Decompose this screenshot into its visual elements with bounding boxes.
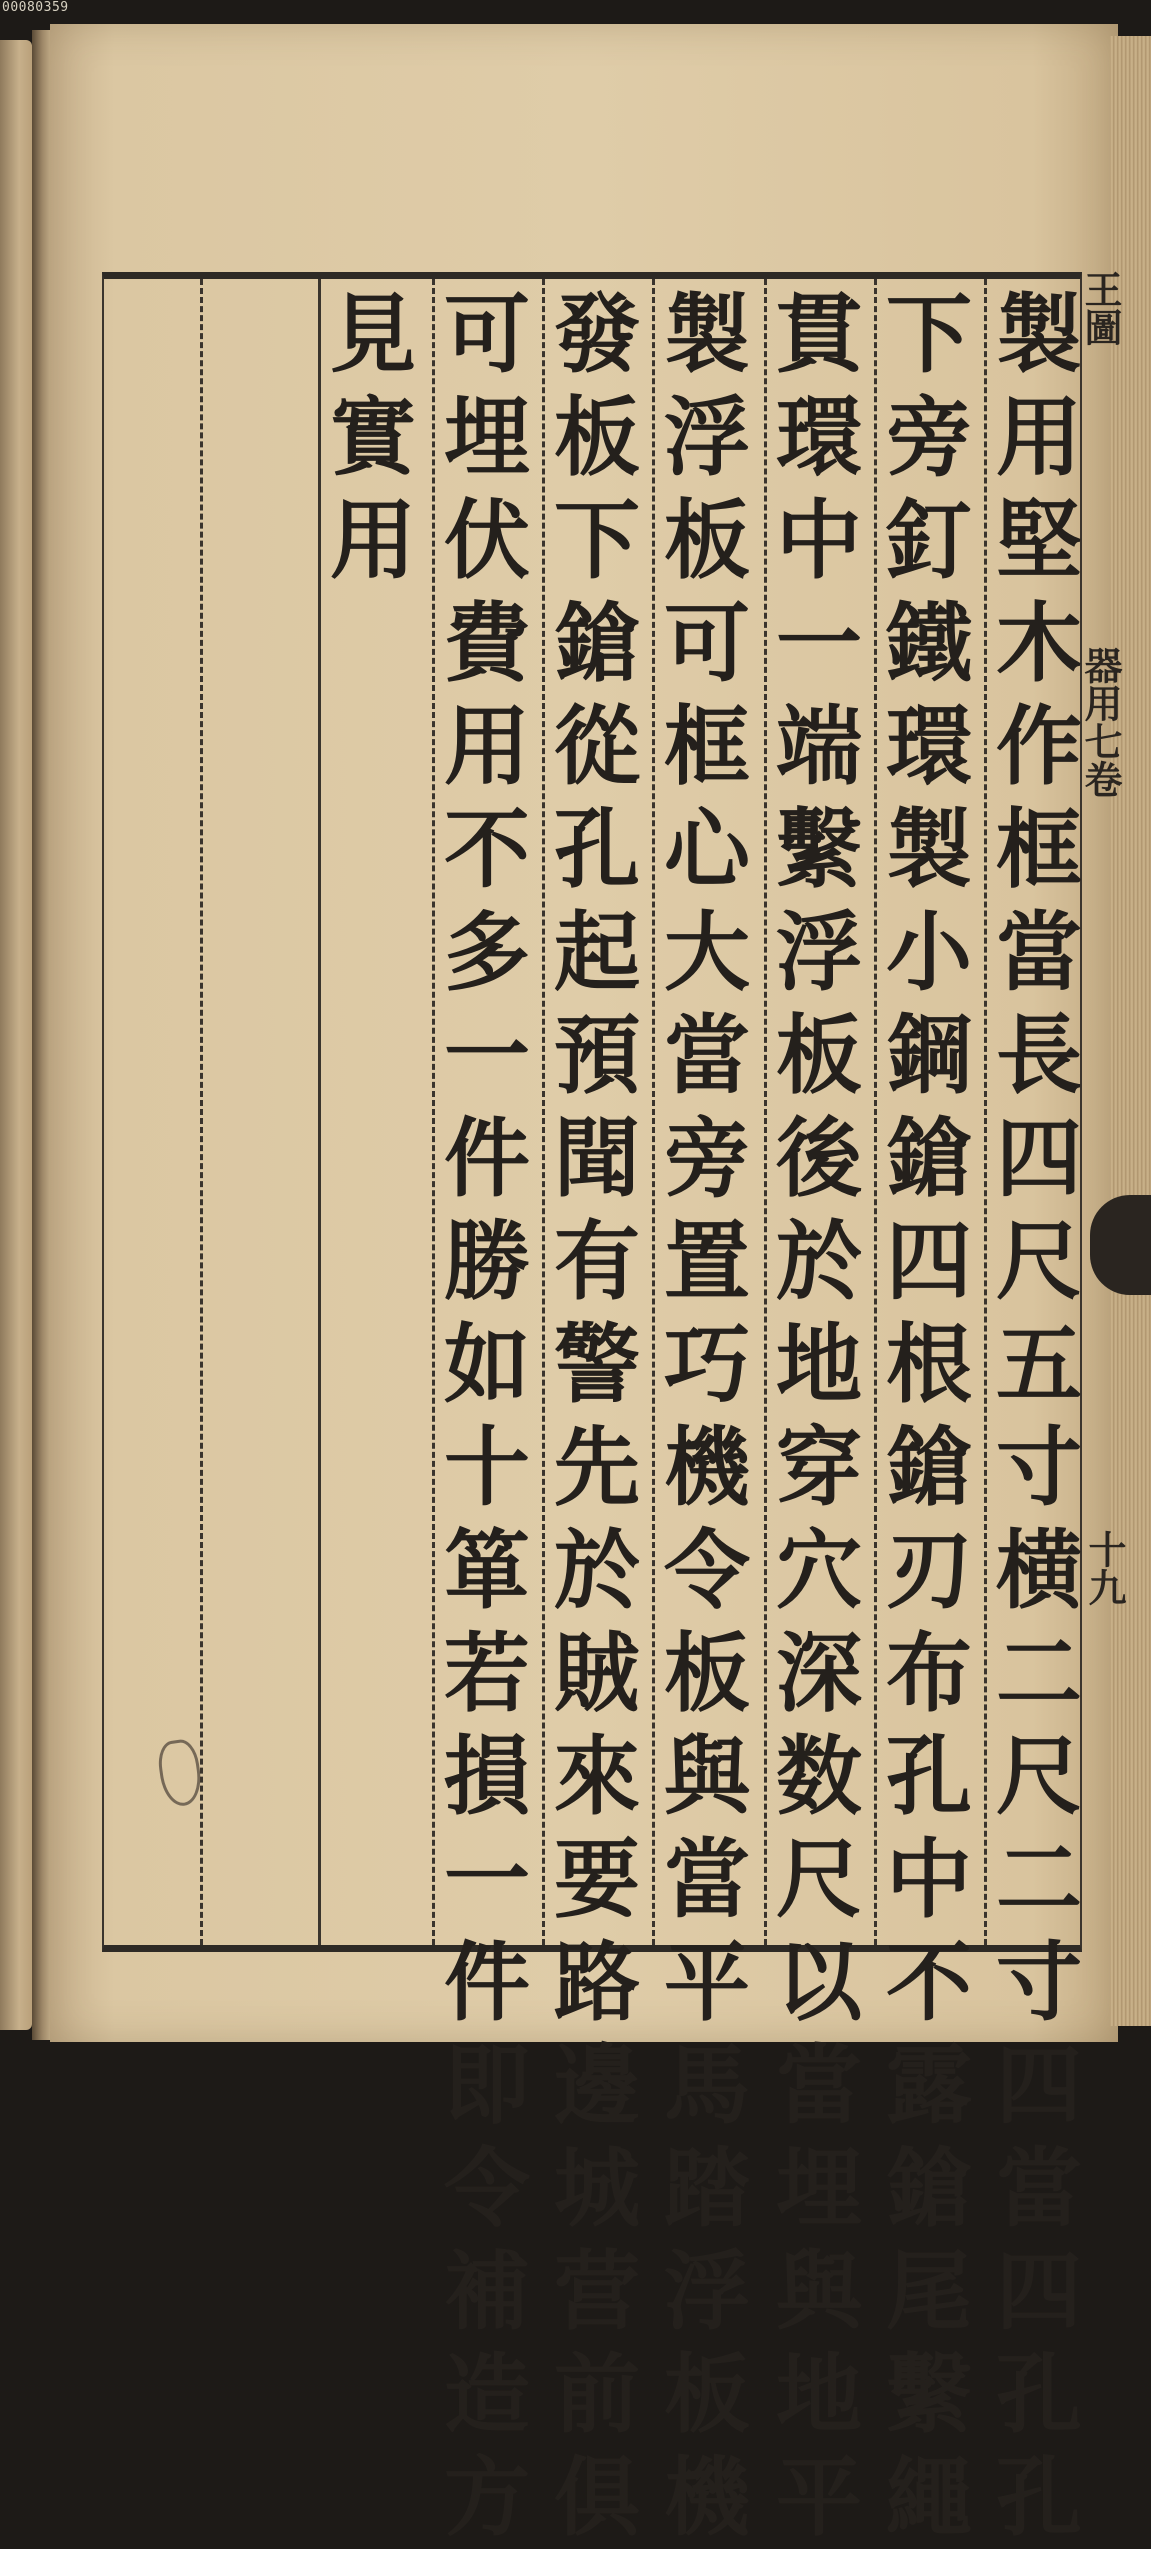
text-glyph: 堅 <box>996 490 1082 591</box>
text-glyph: 十 <box>444 1417 530 1518</box>
text-glyph: 當 <box>776 2035 862 2136</box>
text-glyph: 件 <box>444 1932 530 2033</box>
text-glyph: 平 <box>776 2447 862 2548</box>
text-glyph: 孔 <box>996 2344 1082 2445</box>
text-glyph: 鐵 <box>886 593 972 694</box>
text-glyph: 貫 <box>776 284 862 385</box>
text-glyph: 聞 <box>554 1108 640 1209</box>
text-glyph: 造 <box>444 2344 530 2445</box>
text-glyph: 要 <box>554 1829 640 1930</box>
text-glyph: 露 <box>886 2035 972 2136</box>
text-glyph: 五 <box>996 1314 1082 1415</box>
text-glyph: 四 <box>996 2035 1082 2136</box>
text-glyph: 件 <box>444 1108 530 1209</box>
text-glyph: 踏 <box>664 2138 750 2239</box>
text-glyph: 如 <box>444 1314 530 1415</box>
book-clip <box>1090 1195 1151 1295</box>
text-glyph: 埋 <box>776 2138 862 2239</box>
text-glyph: 旁 <box>664 1108 750 1209</box>
text-glyph: 繫 <box>776 799 862 900</box>
text-glyph: 板 <box>664 2344 750 2445</box>
text-glyph: 於 <box>554 1520 640 1621</box>
text-glyph: 環 <box>886 696 972 797</box>
text-glyph: 尺 <box>996 1211 1082 1312</box>
text-glyph: 二 <box>996 1829 1082 1930</box>
text-glyph: 横 <box>996 1520 1082 1621</box>
header-chapter: 器用七卷 <box>1078 646 1123 798</box>
text-glyph: 鎗 <box>886 1417 972 1518</box>
text-glyph: 警 <box>554 1314 640 1415</box>
text-glyph: 與 <box>664 1726 750 1827</box>
text-glyph: 城 <box>554 2138 640 2239</box>
left-page-edge <box>0 40 32 2030</box>
text-glyph: 預 <box>554 1005 640 1106</box>
text-glyph: 孔 <box>996 2447 1082 2548</box>
text-glyph: 當 <box>664 1005 750 1106</box>
text-glyph: 有 <box>554 1211 640 1312</box>
text-frame <box>102 272 1082 2548</box>
text-glyph: 框 <box>996 799 1082 900</box>
text-glyph: 可 <box>444 284 530 385</box>
text-glyph: 数 <box>776 1726 862 1827</box>
text-column-6 <box>432 283 542 2549</box>
text-glyph: 根 <box>886 1314 972 1415</box>
text-glyph: 中 <box>886 1829 972 1930</box>
text-glyph: 框 <box>664 696 750 797</box>
text-glyph: 地 <box>776 1314 862 1415</box>
text-glyph: 後 <box>776 1108 862 1209</box>
running-header <box>1078 270 1123 798</box>
text-glyph: 四 <box>996 1108 1082 1209</box>
text-glyph: 鋼 <box>886 1005 972 1106</box>
text-glyph: 前 <box>554 2344 640 2445</box>
text-glyph: 與 <box>776 2241 862 2342</box>
text-glyph: 寸 <box>996 1417 1082 1518</box>
text-glyph: 路 <box>554 1932 640 2033</box>
column-rule <box>200 279 203 1945</box>
text-glyph: 實 <box>330 387 416 488</box>
scan-id: 00080359 <box>2 0 69 15</box>
text-glyph: 尺 <box>776 1829 862 1930</box>
text-glyph: 小 <box>886 902 972 1003</box>
text-glyph: 二 <box>996 1623 1082 1724</box>
text-glyph: 刃 <box>886 1520 972 1621</box>
text-glyph: 尺 <box>996 1726 1082 1827</box>
text-glyph: 置 <box>664 1211 750 1312</box>
text-glyph: 不 <box>886 1932 972 2033</box>
text-glyph: 大 <box>664 902 750 1003</box>
text-glyph: 用 <box>330 490 416 591</box>
text-glyph: 繩 <box>886 2447 972 2548</box>
text-glyph: 板 <box>776 1005 862 1106</box>
text-glyph: 布 <box>886 1623 972 1724</box>
text-column-7 <box>318 283 428 592</box>
text-glyph: 伏 <box>444 490 530 591</box>
text-glyph: 端 <box>776 696 862 797</box>
text-column-1 <box>984 283 1094 2549</box>
text-glyph: 補 <box>444 2241 530 2342</box>
text-glyph: 孔 <box>554 799 640 900</box>
text-glyph: 平 <box>664 1932 750 2033</box>
text-glyph: 從 <box>554 696 640 797</box>
text-glyph: 一 <box>444 1005 530 1106</box>
text-glyph: 用 <box>996 387 1082 488</box>
text-glyph: 一 <box>776 593 862 694</box>
text-glyph: 製 <box>664 284 750 385</box>
text-glyph: 板 <box>554 387 640 488</box>
text-glyph: 製 <box>886 799 972 900</box>
text-glyph: 當 <box>996 902 1082 1003</box>
text-glyph: 板 <box>664 490 750 591</box>
text-glyph: 埋 <box>444 387 530 488</box>
text-glyph: 巧 <box>664 1314 750 1415</box>
text-glyph: 見 <box>330 284 416 385</box>
text-glyph: 來 <box>554 1726 640 1827</box>
text-glyph: 繫 <box>886 2344 972 2445</box>
text-glyph: 作 <box>996 696 1082 797</box>
text-column-3 <box>764 283 874 2549</box>
text-glyph: 用 <box>444 696 530 797</box>
text-glyph: 四 <box>886 1211 972 1312</box>
text-glyph: 邊 <box>554 2035 640 2136</box>
text-glyph: 旁 <box>886 387 972 488</box>
text-glyph: 寸 <box>996 1932 1082 2033</box>
text-glyph: 先 <box>554 1417 640 1518</box>
text-glyph: 营 <box>554 2241 640 2342</box>
text-glyph: 下 <box>886 284 972 385</box>
text-column-2 <box>874 283 984 2549</box>
text-glyph: 穴 <box>776 1520 862 1621</box>
text-glyph: 以 <box>776 1932 862 2033</box>
text-glyph: 釘 <box>886 490 972 591</box>
folio-number: 十九 <box>1082 1530 1127 1606</box>
text-glyph: 板 <box>664 1623 750 1724</box>
text-glyph: 費 <box>444 593 530 694</box>
text-glyph: 鎗 <box>554 593 640 694</box>
text-glyph: 浮 <box>664 2241 750 2342</box>
text-glyph: 機 <box>664 1417 750 1518</box>
text-glyph: 環 <box>776 387 862 488</box>
text-glyph: 當 <box>664 1829 750 1930</box>
text-glyph: 多 <box>444 902 530 1003</box>
text-glyph: 若 <box>444 1623 530 1724</box>
folio <box>1082 1530 1127 1606</box>
text-glyph: 製 <box>996 284 1082 385</box>
text-glyph: 穿 <box>776 1417 862 1518</box>
text-glyph: 機 <box>664 2447 750 2548</box>
text-glyph: 深 <box>776 1623 862 1724</box>
text-glyph: 令 <box>664 1520 750 1621</box>
text-glyph: 方 <box>444 2447 530 2548</box>
text-glyph: 浮 <box>664 387 750 488</box>
text-glyph: 當 <box>996 2138 1082 2239</box>
text-glyph: 即 <box>444 2035 530 2136</box>
text-glyph: 長 <box>996 1005 1082 1106</box>
text-glyph: 尾 <box>886 2241 972 2342</box>
text-glyph: 不 <box>444 799 530 900</box>
text-glyph: 木 <box>996 593 1082 694</box>
text-column-5 <box>542 283 652 2549</box>
text-glyph: 俱 <box>554 2447 640 2548</box>
text-glyph: 起 <box>554 902 640 1003</box>
text-glyph: 可 <box>664 593 750 694</box>
text-column-4 <box>652 283 762 2549</box>
text-glyph: 浮 <box>776 902 862 1003</box>
text-glyph: 地 <box>776 2344 862 2445</box>
text-glyph: 鎗 <box>886 2138 972 2239</box>
text-glyph: 損 <box>444 1726 530 1827</box>
text-glyph: 心 <box>664 799 750 900</box>
text-glyph: 四 <box>996 2241 1082 2342</box>
text-glyph: 於 <box>776 1211 862 1312</box>
header-title: 王圖 <box>1078 270 1123 346</box>
text-glyph: 馬 <box>664 2035 750 2136</box>
text-glyph: 勝 <box>444 1211 530 1312</box>
text-glyph: 令 <box>444 2138 530 2239</box>
text-glyph: 發 <box>554 284 640 385</box>
text-glyph: 一 <box>444 1829 530 1930</box>
text-glyph: 箪 <box>444 1520 530 1621</box>
text-glyph: 賊 <box>554 1623 640 1724</box>
text-glyph: 孔 <box>886 1726 972 1827</box>
text-glyph: 中 <box>776 490 862 591</box>
text-glyph: 下 <box>554 490 640 591</box>
text-glyph: 鎗 <box>886 1108 972 1209</box>
